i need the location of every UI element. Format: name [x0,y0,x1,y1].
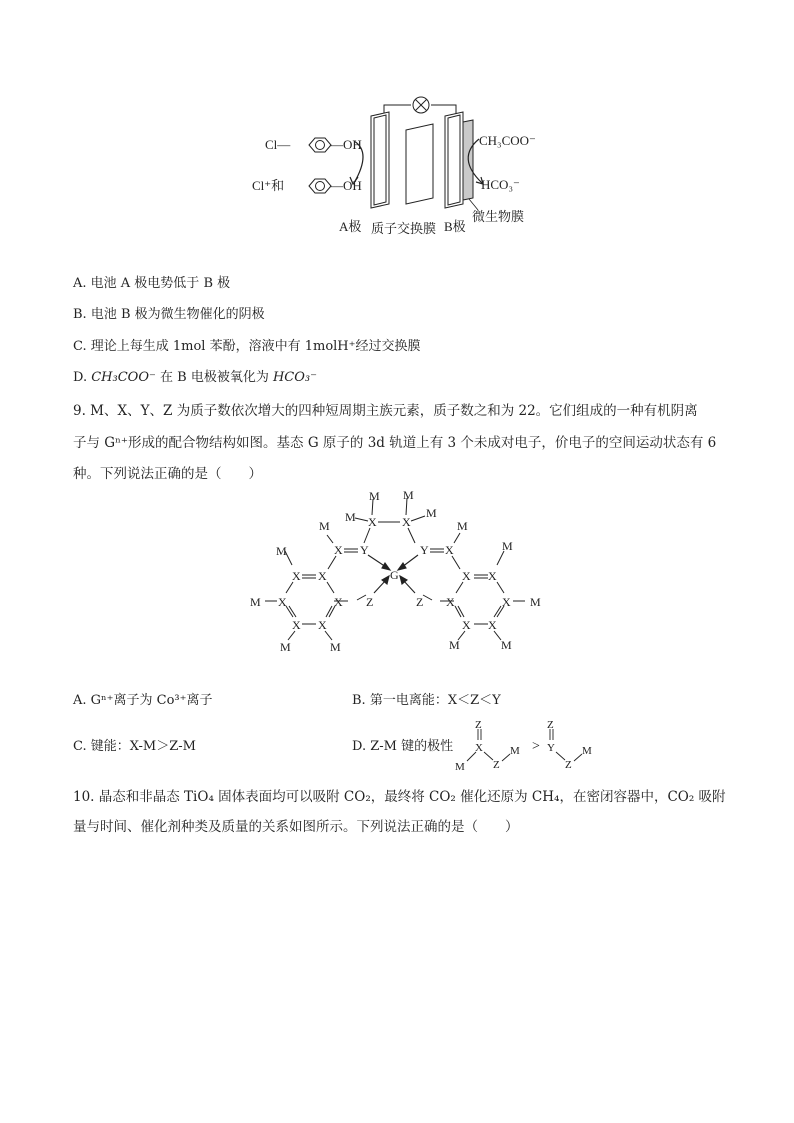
svg-text:Z: Z [493,759,500,771]
svg-text:M: M [369,489,380,503]
svg-text:Y: Y [360,543,369,557]
bicarbonate-label: HCO₃⁻ [481,177,520,192]
lamp-icon [413,97,429,113]
zm-polarity-structures [452,718,602,773]
svg-text:G: G [390,568,399,582]
chloride-and-label: Cl⁺和 [252,178,285,193]
q9-option-a: A. Gⁿ⁺离子为 Co³⁺离子 [73,693,213,708]
q8-option-b: B. 电池 B 极为微生物催化的阴极 [73,307,265,322]
svg-text:X: X [488,569,497,583]
svg-text:M: M [403,488,414,502]
acetate-formula: CH₃COO⁻ [91,370,156,385]
q8-option-d-text: 在 B 电极被氧化为 [160,370,269,385]
svg-text:Z: Z [547,719,554,731]
svg-text:X: X [446,595,455,609]
svg-text:M: M [250,595,261,609]
svg-text:X: X [368,515,377,529]
q10-stem-line1: 10. 晶态和非晶态 TiO₄ 固体表面均可以吸附 CO₂，最终将 CO₂ 催化还原为 CH₄，在密闭容器中，CO₂ 吸附 [73,789,726,805]
q10-stem-line2: 量与时间、催化剂种类及质量的关系如图所示。下列说法正确的是（ ） [73,819,519,835]
chloro-label: Cl— [265,137,291,152]
q9-option-c: C. 键能：X-M＞Z-M [73,739,196,754]
svg-text:X: X [502,595,511,609]
svg-text:Z: Z [565,759,572,771]
svg-text:Z: Z [366,595,374,609]
q8-option-c: C. 理论上每生成 1mol 苯酚，溶液中有 1molH⁺经过交换膜 [73,339,421,354]
q8-option-d-prefix: D. [73,370,88,385]
a-pole-label: A极 [339,219,362,234]
svg-text:X: X [402,515,411,529]
svg-text:M: M [582,745,592,757]
q9-option-d: D. Z-M 键的极性 [352,739,454,754]
svg-text:X: X [334,543,343,557]
q8-option-d [73,369,317,387]
acetate-label: CH₃COO⁻ [479,133,536,148]
svg-text:X: X [488,618,497,632]
hydroxyl-label-2: —OH [330,178,362,193]
a-electrode [371,112,389,208]
atom-labels [250,488,541,654]
b-pole-label: B极 [444,219,466,234]
svg-text:M: M [345,510,356,524]
q9-option-b: B. 第一电离能：X＜Z＜Y [352,693,501,708]
svg-text:M: M [330,640,341,654]
benzene-ring-icon [309,179,331,193]
svg-text:Y: Y [547,742,555,754]
svg-text:X: X [445,543,454,557]
proton-membrane-plate [406,124,433,204]
svg-text:M: M [510,745,520,757]
svg-text:M: M [502,539,513,553]
microbe-film-label: 微生物膜 [472,209,525,224]
svg-text:M: M [530,595,541,609]
svg-text:Z: Z [475,719,482,731]
svg-text:X: X [462,569,471,583]
svg-text:M: M [280,640,291,654]
q9-stem-line2: 子与 Gⁿ⁺形成的配合物结构如图。基态 G 原子的 3d 轨道上有 3 个未成对电子，价电子的空间运动状态有 6 [73,435,717,451]
q8-option-a: A. 电池 A 极电势低于 B 极 [73,276,231,291]
svg-text:Z: Z [416,595,424,609]
svg-text:X: X [292,569,301,583]
q9-stem-line1: 9. M、X、Y、Z 为质子数依次增大的四种短周期主族元素，质子数之和为 22。它们组成的一种有机阴离 [73,403,698,419]
svg-text:M: M [501,638,512,652]
svg-text:Y: Y [420,543,429,557]
svg-text:M: M [449,638,460,652]
membrane-label: 质子交换膜 [371,221,437,236]
svg-text:X: X [318,569,327,583]
svg-text:X: X [462,618,471,632]
polarity-gt-sign: > [532,739,540,754]
hydroxyl-label: —OH [330,137,362,152]
svg-text:X: X [334,595,343,609]
svg-text:M: M [455,761,465,773]
complex-structure-diagram [240,485,560,655]
svg-text:M: M [319,519,330,533]
svg-text:X: X [318,618,327,632]
svg-text:M: M [457,519,468,533]
svg-text:M: M [276,544,287,558]
svg-text:X: X [278,595,287,609]
svg-text:X: X [292,618,301,632]
benzene-ring-icon [309,138,331,152]
fuel-cell-diagram [250,90,550,240]
bicarbonate-formula: HCO₃⁻ [272,370,317,385]
q9-stem-line3: 种。下列说法正确的是（ ） [73,466,262,482]
svg-text:M: M [426,506,437,520]
svg-text:X: X [475,742,483,754]
